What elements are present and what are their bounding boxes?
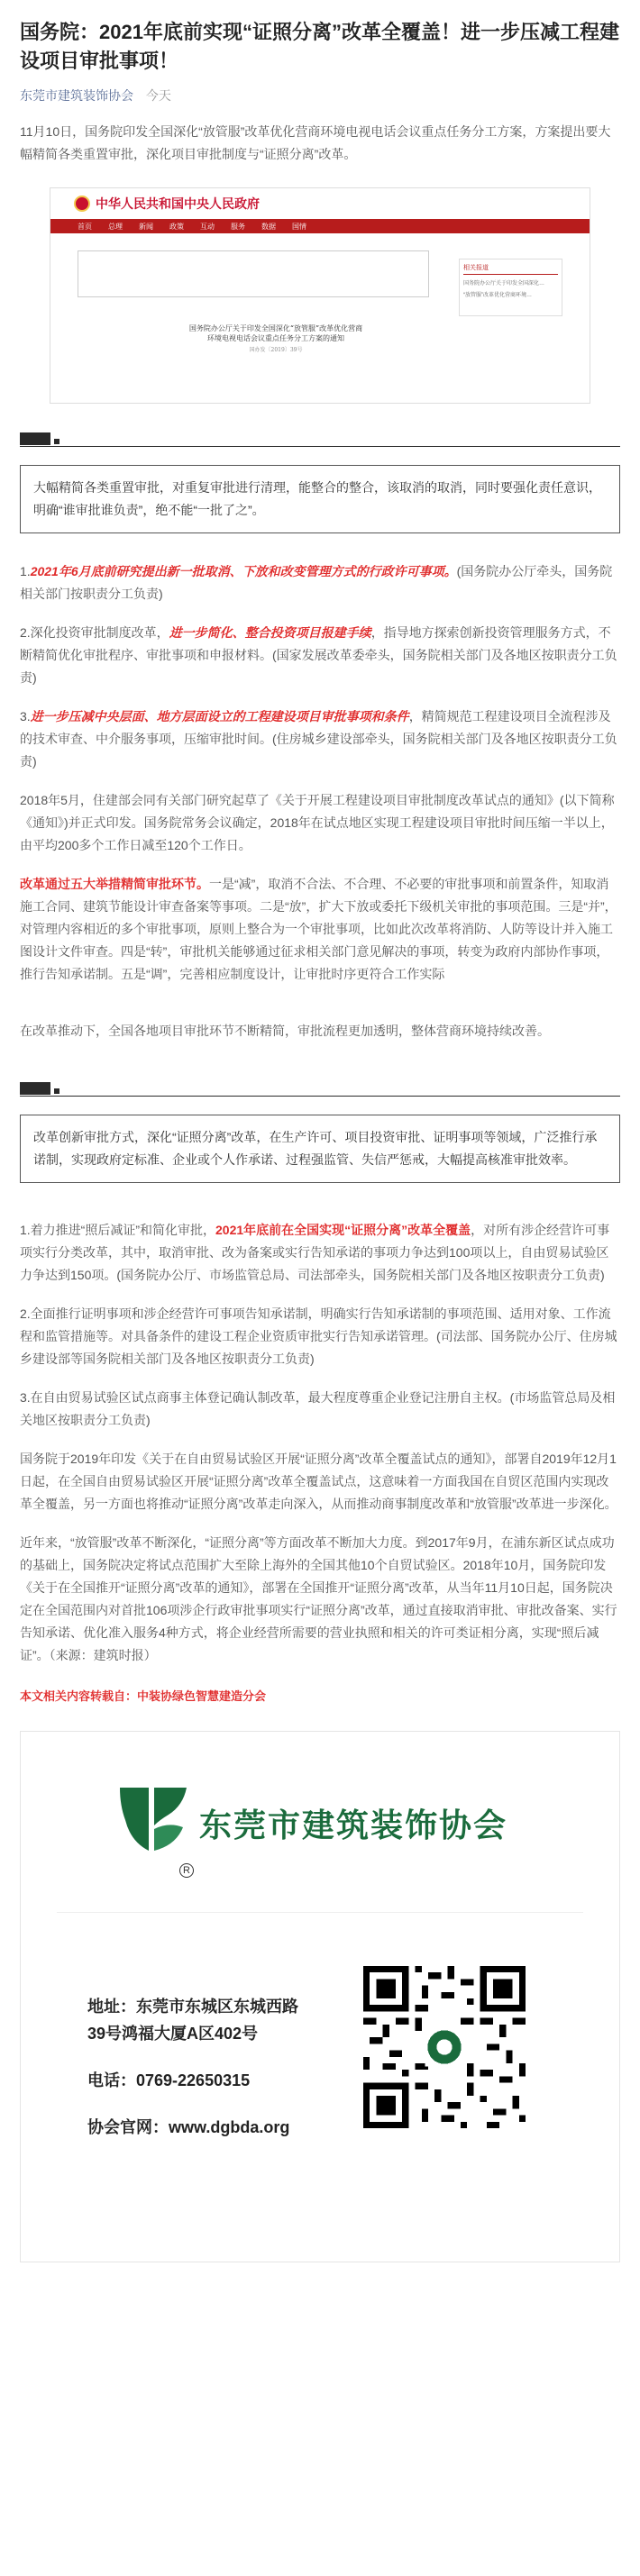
paragraph-2018: 2018年5月，住建部会同有关部门研究起草了《关于开展工程建设项目审批制度改革试点的通知》(以下简称《通知》)并正式印发。国务院常务会议确定，2018年在试点地区实现工程建设项目审批时间压缩一半以上，由平均200多个工作日减至120个工作日。 <box>20 793 615 852</box>
task-prefix: 1. <box>20 564 31 578</box>
task-prefix: 2.深化投资审批制度改革， <box>20 625 169 640</box>
section-2-marker <box>20 1079 620 1097</box>
gov-site-name: 中华人民共和国中央人民政府 <box>96 197 260 212</box>
task-rest: ，精简规范工程建设项目全流程涉及的技术审查、中介服务事项，压缩审批时间。(住房城乡建设部牵头，国务院相关部门及各地区按职责分工负责) <box>20 709 617 769</box>
task-prefix: 3. <box>20 709 31 724</box>
phone-label: 电话： <box>87 2071 136 2089</box>
national-emblem-icon <box>74 196 90 212</box>
section-2-summary-box: 改革创新审批方式，深化“证照分离”改革，在生产许可、项目投资审批、证明事项等领域，广泛推行承诺制，实现政府定标准、企业或个人作承诺、过程强监管、失信严惩戒，大幅提高核准审批效率。 <box>20 1115 620 1183</box>
section-1-summary-box: 大幅精简各类重置审批，对重复审批进行清理，能整合的整合，该取消的取消，同时要强化责任意识，明确“谁审批谁负责”，绝不能“一批了之”。 <box>20 465 620 533</box>
gov-nav-item: 政策 <box>169 222 184 231</box>
paragraph-recent: 近年来，“放管服”改革不断深化，“证照分离”等方面改革不断加大力度。到2017年9月，在浦东新区试点成功的基础上，国务院决定将试点范围扩大至除上海外的全国其他10个自贸试验区。2018年10月，国务院印发《关于在全国推开“证照分离”改革的通知》，部署在全国推开“证照分离”改革，从当年11月10日起，国务院决定在全国范围内对首批106项涉企行政审批事项实行“证照分离”改革，通过直接取消审批、审批改备案、实行告知承诺、优化准入服务4种方式，将企业经营所需要的营业执照和相关的许可类证相分离，实现“照后减证”。（来源：建筑时报） <box>20 1535 617 1662</box>
gov-doc-title <box>186 323 366 355</box>
address-line-1: 东莞市东城区东城西路 <box>136 1998 298 2016</box>
association-name: 东莞市建筑装饰协会 <box>199 1807 508 1844</box>
gov-nav-item: 首页 <box>78 222 92 231</box>
gov-nav-bar <box>50 219 590 233</box>
address-label: 地址： <box>87 1998 136 2016</box>
registered-mark: R <box>179 1863 194 1878</box>
gov-breadcrumb <box>50 233 590 250</box>
association-card <box>20 1731 620 2262</box>
gov-nav-item: 总理 <box>108 222 123 231</box>
task-rest: ，指导地方探索创新投资管理服务方式，不断精简优化审批程序、审批事项和申报材料。(国家发展改革委牵头，国务院相关部门及各地区按职责分工负责) <box>20 625 617 685</box>
source-org: 中装协绿色智慧建造分会 <box>137 1689 267 1703</box>
paragraph-five-measures <box>20 873 620 986</box>
contact-info <box>87 1993 298 2161</box>
reform-rest: ，对所有涉企经营许可事项实行分类改革，其中，取消审批、改为备案或实行告知承诺的事项力争达到100项以上，自由贸易试验区力争达到150项。(国务院办公厅、市场监管总局、司法部牵头，国务院相关部门及各地区按职责分工负责) <box>20 1223 610 1282</box>
gov-nav-item: 互动 <box>200 222 215 231</box>
gov-sidebar-title: 相关报道 <box>463 263 558 275</box>
source-label: 本文相关内容转载自： <box>20 1689 138 1703</box>
gov-doc-number: 国办发〔2019〕39号 <box>249 347 303 353</box>
five-measures-text: 一是“减”，取消不合法、不合理、不必要的审批事项和前置条件，知取消施工合同、建筑节能设计审查备案等事项。二是“放”，扩大下放或委托下级机关审批的事项范围。三是“并”，对管理内容相近的多个审批事项，原则上整合为一个审批事项，比如此次改革将消防、人防等设计并入施工图设计文件审查。四是“转”，审批机关能够通过征求相关部门意见解决的事项，转变为政府内部协作事项，推行告知承诺制。五是“调”，完善相应制度设计，让审批时序更符合工作实际 <box>20 877 617 981</box>
gov-nav-item: 服务 <box>231 222 245 231</box>
publish-time: 今天 <box>145 88 171 103</box>
address-line-2: 39号鸿福大厦A区402号 <box>87 2025 259 2043</box>
gov-site-screenshot <box>50 187 590 404</box>
paragraph-2019: 国务院于2019年印发《关于在自由贸易试验区开展“证照分离”改革全覆盖试点的通知》，部署自2019年12月1日起，在全国自由贸易试验区开展“证照分离”改革全覆盖试点，这意味着一方面我国在自贸区范围内实现改革全覆盖，另一方面也将推动“证照分离”改革走向深入，从而推动商事制度改革和“放管服”改革进一步深化。 <box>20 1452 617 1511</box>
website-row <box>87 2114 298 2141</box>
paragraph-summary: 在改革推动下，全国各地项目审批环节不断精简，审批流程更加透明，整体营商环境持续改善。 <box>20 1024 550 1038</box>
task-item-1 <box>20 560 620 605</box>
gov-nav-item: 新闻 <box>139 222 153 231</box>
gov-nav-item: 国情 <box>292 222 306 231</box>
five-measures-lead: 改革通过五大举措精简审批环节。 <box>20 877 209 891</box>
task-item-3 <box>20 705 620 773</box>
task-highlight: 进一步压减中央层面、地方层面设立的工程建设项目审批事项和条件 <box>30 709 409 724</box>
reform-item-2: 2.全面推行证明事项和涉企经营许可事项告知承诺制，明确实行告知承诺制的事项范围、适用对象、工作流程和监管措施等。对具备条件的建设工程企业资质审批实行告知承诺管理。(司法部、国务院办公厅、住房城乡建设部等国务院相关部门及各地区按职责分工负责) <box>20 1306 617 1366</box>
article-title: 国务院：2021年底前实现“证照分离”改革全覆盖！进一步压减工程建设项目审批事项！ <box>20 21 619 72</box>
account-name-link[interactable]: 东莞市建筑装饰协会 <box>20 88 133 103</box>
association-logo-icon <box>113 1775 194 1856</box>
gov-doc-infobox <box>78 250 429 297</box>
gov-sidebar <box>459 259 562 316</box>
website-label: 协会官网： <box>87 2118 169 2136</box>
task-highlight: 进一步简化、整合投资项目报建手续 <box>169 625 371 640</box>
phone-row <box>87 2067 298 2094</box>
article-meta <box>20 86 620 105</box>
website-link[interactable]: www.dgbda.org <box>169 2118 290 2136</box>
qr-code-icon <box>363 1966 526 2128</box>
reform-item-1 <box>20 1219 620 1287</box>
source-note <box>20 1687 620 1704</box>
task-item-2 <box>20 622 620 689</box>
task-rest: (国务院办公厅牵头，国务院相关部门按职责分工负责) <box>20 564 613 601</box>
gov-sidebar-item: 国务院办公厅关于印发全国深化… <box>463 281 545 287</box>
intro-paragraph: 11月10日，国务院印发全国深化“放管服”改革优化营商环境电视电话会议重点任务分工方案，方案提出要大幅精简各类重置审批，深化项目审批制度与“证照分离”改革。 <box>20 124 611 161</box>
gov-doc-title-text: 国务院办公厅关于印发全国深化“放管服”改革优化营商环境电视电话会议重点任务分工方案的通知 <box>188 324 363 342</box>
task-highlight: 2021年6月底前研究提出新一批取消、下放和改变管理方式的行政许可事项。 <box>30 564 457 578</box>
reform-highlight: 2021年底前在全国实现“证照分离”改革全覆盖 <box>215 1223 471 1237</box>
address-row <box>87 1993 298 2047</box>
gov-sidebar-item: “放管服”改革优化营商环境… <box>463 293 532 298</box>
gov-nav-item: 数据 <box>261 222 276 231</box>
reform-item-3: 3.在自由贸易试验区试点商事主体登记确认制改革，最大程度尊重企业登记注册自主权。(市场监管总局及相关地区按职责分工负责) <box>20 1390 616 1427</box>
section-1-marker <box>20 429 620 447</box>
phone-number: 0769-22650315 <box>136 2071 251 2089</box>
reform-prefix: 1.着力推进“照后减证”和简化审批， <box>20 1223 215 1237</box>
